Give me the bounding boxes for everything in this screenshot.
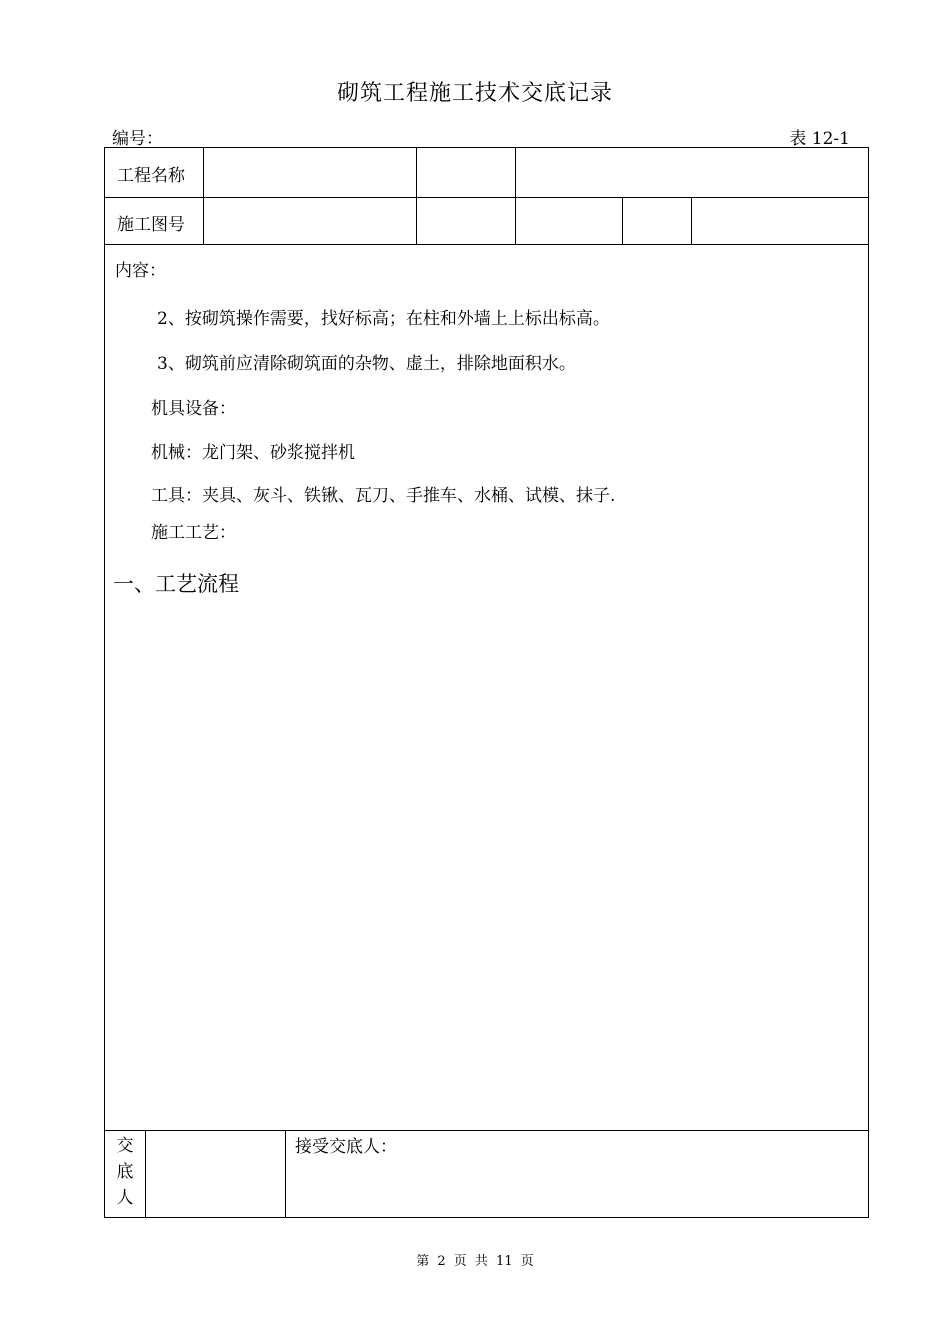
col-divider [285, 1130, 286, 1218]
receiver-label: 接受交底人： [295, 1137, 397, 1157]
table-number: 表 12-1 [789, 129, 850, 149]
handover-char: 人 [116, 1188, 134, 1208]
content-line: 机具设备： [151, 399, 236, 419]
col-divider [416, 148, 417, 244]
content-line: 工具：夹具、灰斗、铁锹、瓦刀、手推车、水桶、试模、抹子. [151, 486, 616, 506]
col-divider [145, 1130, 146, 1218]
row-divider [105, 197, 868, 198]
record-table [104, 147, 869, 1218]
drawing-number-label: 施工图号 [117, 215, 185, 235]
doc-number-label: 编号： [112, 129, 163, 149]
col-divider [691, 197, 692, 244]
col-divider [203, 148, 204, 244]
handover-person-label [115, 1133, 135, 1211]
row-divider [105, 1130, 868, 1131]
content-line: 2、按砌筑操作需要，找好标高；在柱和外墙上上标出标高。 [157, 309, 610, 329]
project-name-label: 工程名称 [117, 166, 185, 186]
content-line: 施工工艺： [151, 523, 236, 543]
handover-char: 底 [116, 1162, 134, 1182]
col-divider [515, 148, 516, 244]
row-divider [105, 244, 868, 245]
section-heading: 一、工艺流程 [113, 572, 239, 596]
content-label: 内容： [115, 261, 166, 281]
content-line: 机械：龙门架、砂浆搅拌机 [151, 443, 355, 463]
page-footer: 第 2 页 共 11 页 [416, 1254, 534, 1269]
col-divider [622, 197, 623, 244]
page-title: 砌筑工程施工技术交底记录 [336, 81, 613, 106]
handover-char: 交 [116, 1136, 134, 1156]
content-line: 3、砌筑前应清除砌筑面的杂物、虚土，排除地面积水。 [157, 354, 576, 374]
